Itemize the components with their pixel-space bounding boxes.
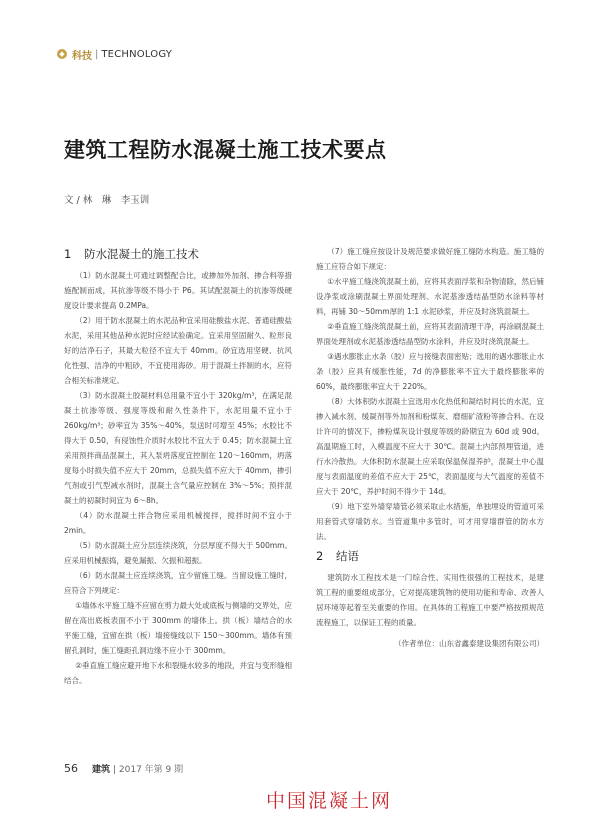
section-header bbox=[57, 47, 172, 61]
paragraph: （8）大体积防水混凝土宜选用水化热低和凝结时间长的水泥，宜掺入减水剂、缓凝剂等外加剂和粉煤灰、磨细矿渣粉等掺合料。在设计许可的情况下，掺粉煤灰设计强度等级的龄期宜为 60d 或 90d。高温期施工时，入模温度不应大于 30℃。混凝土内部预埋管道，进行水冷散热。大体积防水混凝土应采取保温保湿养护，混凝土中心温度与表面温度的差值不应大于 25℃，表面温度与大气温度的差值不应大于 20℃，养护时间不得少于 14d。 bbox=[316, 397, 544, 496]
paragraph: （7）施工缝应按设计及规范要求做好施工缝防水构造。施工缝的施工应符合如下规定： bbox=[316, 247, 544, 271]
page-number: 56 bbox=[64, 762, 78, 775]
section-1-heading: 1 防水混凝土的施工技术 bbox=[64, 247, 199, 261]
paragraph: ②垂直施工缝应避开地下水和裂缝水较多的地段，并宜与变形缝相结合。 bbox=[64, 661, 292, 685]
section-2-heading: 2 结语 bbox=[316, 549, 359, 563]
conclusion-paragraph: 建筑防水工程技术是一门综合性、实用性很强的工程技术，是建筑工程的重要组成部分，它对提高建筑物的使用功能和寿命、改善人居环境等起着至关重要的作用。在具体的工程施工中要严格按照规范流程施工，以保证工程的质量。 bbox=[316, 573, 544, 627]
paragraph: （4）防水混凝土拌合物应采用机械搅拌，搅拌时间不宜小于 2min。 bbox=[64, 511, 292, 535]
paragraph: ①墙体水平施工缝不应留在剪力最大处或底板与侧墙的交界处，应留在高出底板表面不小于 300mm 的墙体上。拱（板）墙结合的水平施工缝，宜留在拱（板）墙接缝线以下 150～300mm。墙体有预留孔洞时，施工缝距孔洞边缘不应小于 300mm。 bbox=[64, 601, 292, 655]
page-footer bbox=[64, 762, 183, 775]
paragraph: （2）用于防水混凝土的水泥品种宜采用硅酸盐水泥、普通硅酸盐水泥，采用其他品种水泥时应经试验确定。宜采用坚固耐久、粒形良好的洁净石子，其最大粒径不宜大于 40mm。砂宜选用坚硬、抗风化性强、洁净的中粗砂，不宜使用海砂。用于混凝土拌制的水，应符合相关标准规定。 bbox=[64, 316, 292, 385]
section-label-cn: 科技 bbox=[72, 50, 92, 62]
section-label-en: TECHNOLOGY bbox=[101, 48, 173, 60]
paragraph: （6）防水混凝土应连续浇筑，宜少留施工缝。当留设施工缝时，应符合下列规定： bbox=[64, 571, 292, 595]
journal-name: 建筑 bbox=[92, 765, 111, 775]
article-authors: 文 / 林 琳 李玉训 bbox=[64, 195, 150, 206]
right-column bbox=[316, 244, 544, 651]
section-bullet-icon: ◆ bbox=[57, 49, 67, 59]
journal-issue: | 2017 年第 9 期 bbox=[113, 765, 184, 775]
paragraph: （1）防水混凝土可通过调整配合比，或掺加外加剂、掺合料等措施配制而成，其抗渗等级不得小于 P6。其试配混凝土的抗渗等级硬度设计要求提高 0.2MPa。 bbox=[64, 271, 292, 310]
paragraph: （9）地下室外墙穿墙管必须采取止水措施，单独埋设的管道可采用套管式穿墙防水。当管道集中多管时，可才用穿墙群管的防水方法。 bbox=[316, 502, 544, 541]
section-separator: | bbox=[95, 48, 99, 60]
article-title: 建筑工程防水混凝土施工技术要点 bbox=[64, 138, 387, 162]
paragraph: ③遇水膨胀止水条（胶）应与接缝表面密贴；选用的遇水膨胀止水条（胶）应具有缓胀性能，7d 的净膨胀率不宜大于最终膨胀率的 60%，最终膨胀率宜大于 220%。 bbox=[316, 352, 544, 391]
paragraph: （3）防水混凝土胶凝材料总用量不宜小于 320kg/m³，在满足混凝土抗渗等级、强度等级和耐久性条件下，水泥用量不宜小于 260kg/m³；砂率宜为 35%～40%，泵送时可增至 45%；水胶比不得大于 0.50，有侵蚀性介质时水胶比不宜大于 0.45；防水混凝土宜采用预拌商品混凝土，其入泵坍落度宜控制在 120～160mm，坍落度每小时损失值不应大于 20mm，总损失值不应大于 40mm，掺引气剂或引气型减水剂时，混凝土含气量应控制在 3%～5%；预拌混凝土的初凝时间宜为 6～8h。 bbox=[64, 391, 292, 505]
site-watermark: 中国混凝土网 bbox=[266, 790, 393, 812]
paragraph: （5）防水混凝土应分层连续浇筑，分层厚度不得大于 500mm。应采用机械振捣，避免漏振、欠振和超振。 bbox=[64, 541, 292, 565]
left-column bbox=[64, 244, 292, 688]
author-affiliation: （作者单位：山东省鑫泰建设集团有限公司） bbox=[394, 639, 544, 648]
paragraph: ②垂直施工缝浇筑混凝土前，应将其表面清理干净，再涂刷混凝土界面处理剂或水泥基渗透结晶型防水涂料，并应及时浇筑混凝土。 bbox=[316, 322, 544, 346]
paragraph: ①水平施工缝浇筑混凝土前，应将其表面浮浆和杂物清除，然后铺设净浆或涂刷混凝土界面处理剂、水泥基渗透结晶型防水涂料等材料，再铺 30～50mm厚的 1:1 水泥砂浆，并应及时浇筑混凝土。 bbox=[316, 277, 544, 316]
